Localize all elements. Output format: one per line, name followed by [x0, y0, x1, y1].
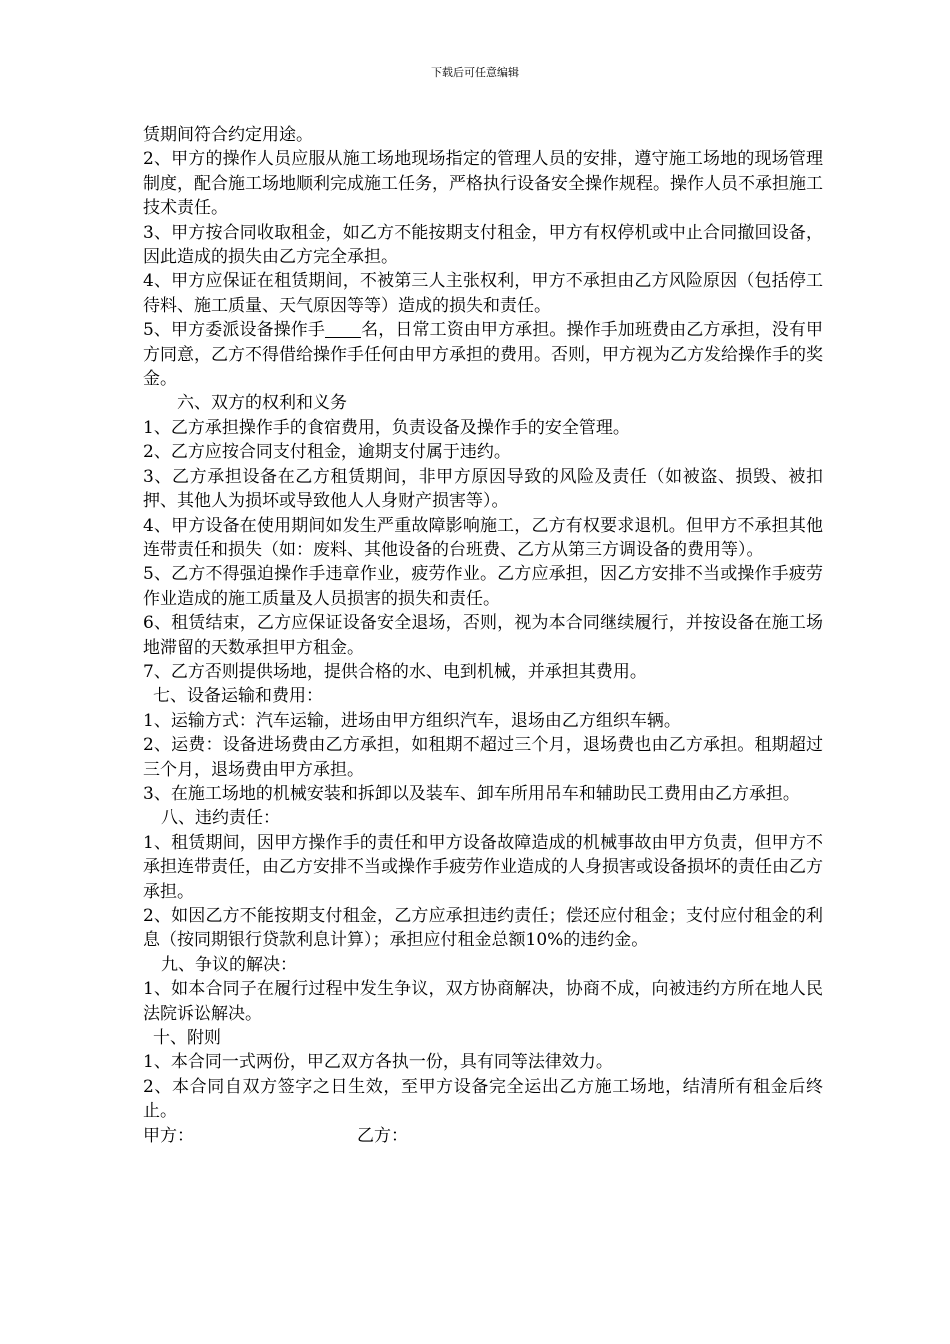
- section-heading-9: 九、争议的解决：: [161, 954, 297, 975]
- paragraph: 赁期间符合约定用途。: [143, 125, 313, 145]
- paragraph: 1、租赁期间，因甲方操作手的责任和甲方设备故障造成的机械事故由甲方负责，但甲方不承担连带责任，由乙方安排不当或操作手疲劳作业造成的人身损害或设备损坏的责任由乙方承担。: [143, 832, 823, 902]
- paragraph: 1、本合同一式两份，甲乙双方各执一份，具有同等法律效力。: [143, 1052, 613, 1073]
- paragraph: 3、乙方承担设备在乙方租赁期间，非甲方原因导致的风险及责任（如被盗、损毁、被扣押、其他人为损坏或导致他人人身财产损害等）。: [143, 466, 823, 512]
- paragraph-text: 名，日常工资由甲方承担。操作手加班费由乙方承担，没有甲方同意，乙方不得借给操作手任何由甲方承担的费用。否则，甲方视为乙方发给操作手的奖金。: [143, 320, 823, 390]
- paragraph-text: 5、甲方委派设备操作手: [143, 320, 326, 341]
- party-a-label: 甲方：: [143, 1125, 194, 1146]
- paragraph: 2、本合同自双方签字之日生效，至甲方设备完全运出乙方施工场地，结清所有租金后终止。: [143, 1076, 823, 1122]
- section-heading-8: 八、违约责任：: [161, 808, 280, 829]
- paragraph: 2、甲方的操作人员应服从施工场地现场指定的管理人员的安排，遵守施工场地的现场管理制度，配合施工场地顺利完成施工任务，严格执行设备安全操作规程。操作人员不承担施工技术责任。: [143, 149, 823, 219]
- paragraph: 2、如因乙方不能按期支付租金，乙方应承担违约责任；偿还应付租金；支付应付租金的利息（按同期银行贷款利息计算）；承担应付租金总额10%的违约金。: [143, 906, 823, 951]
- paragraph: 1、乙方承担操作手的食宿费用，负责设备及操作手的安全管理。: [143, 417, 630, 438]
- paragraph: 1、运输方式：汽车运输，进场由甲方组织汽车，退场由乙方组织车辆。: [143, 710, 681, 731]
- paragraph: 4、甲方设备在使用期间如发生严重故障影响施工，乙方有权要求退机。但甲方不承担其他连带责任和损失（如：废料、其他设备的台班费、乙方从第三方调设备的费用等）。: [143, 515, 823, 560]
- contract-body: [143, 123, 823, 1148]
- paragraph: 3、甲方按合同收取租金，如乙方不能按期支付租金，甲方有权停机或中止合同撤回设备，因此造成的损失由乙方完全承担。: [143, 222, 823, 268]
- paragraph: 1、如本合同子在履行过程中发生争议，双方协商解决，协商不成，向被违约方所在地人民法院诉讼解决。: [143, 979, 823, 1024]
- paragraph: 4、甲方应保证在租赁期间，不被第三人主张权利，甲方不承担由乙方风险原因（包括停工待料、施工质量、天气原因等等）造成的损失和责任。: [143, 271, 823, 316]
- paragraph: 7、乙方否则提供场地，提供合格的水、电到机械，并承担其费用。: [143, 661, 647, 682]
- section-heading-7: 七、设备运输和费用：: [153, 686, 323, 707]
- signature-line: [143, 1124, 823, 1148]
- paragraph: 6、租赁结束，乙方应保证设备安全退场，否则，视为本合同继续履行，并按设备在施工场地滞留的天数承担甲方租金。: [143, 613, 823, 658]
- paragraph: [143, 318, 823, 391]
- paragraph: 5、乙方不得强迫操作手违章作业，疲劳作业。乙方应承担，因乙方安排不当或操作手疲劳作业造成的施工质量及人员损害的损失和责任。: [143, 564, 823, 609]
- paragraph: 2、乙方应按合同支付租金，逾期支付属于违约。: [143, 442, 511, 463]
- page-header: 下载后可任意编辑: [431, 66, 519, 79]
- fill-in-blank: [325, 321, 361, 338]
- section-heading-10: 十、附则: [153, 1028, 221, 1049]
- paragraph: 3、在施工场地的机械安装和拆卸以及装车、卸车所用吊车和辅助民工费用由乙方承担。: [143, 783, 800, 804]
- section-heading-6: 六、双方的权利和义务: [177, 393, 347, 414]
- paragraph: 2、运费：设备进场费由乙方承担，如租期不超过三个月，退场费也由乙方承担。租期超过三个月，退场费由甲方承担。: [143, 735, 823, 780]
- party-b-label: 乙方：: [357, 1125, 408, 1146]
